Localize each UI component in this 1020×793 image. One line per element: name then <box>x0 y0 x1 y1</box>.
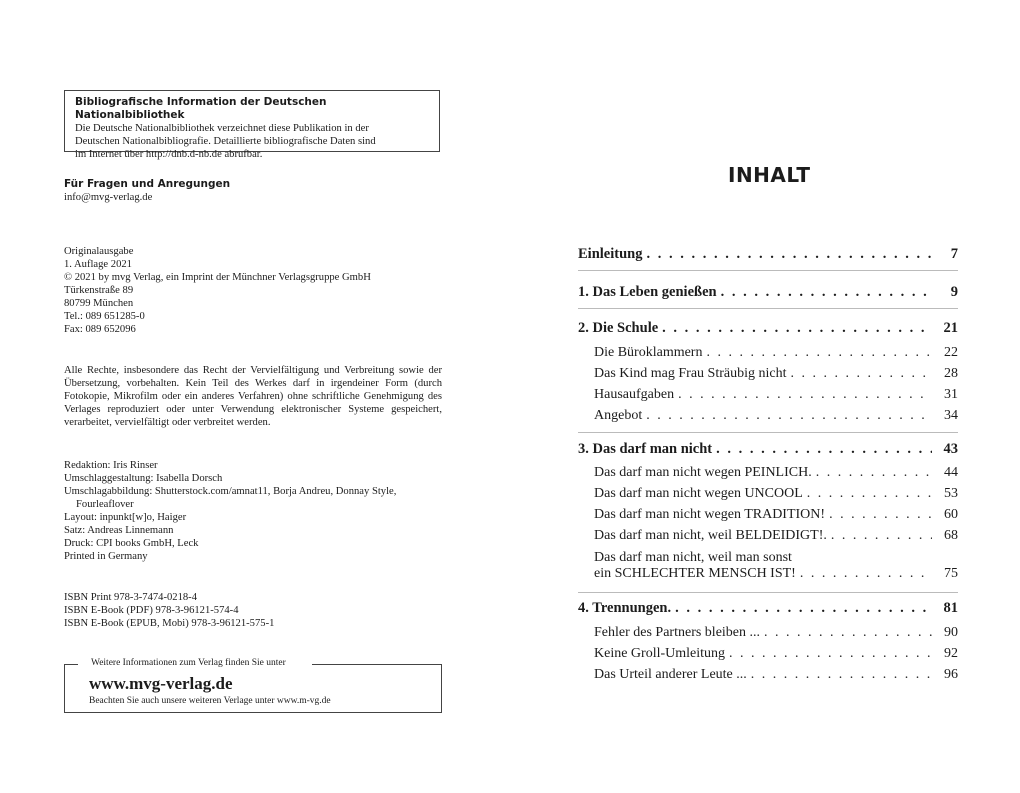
edition-block <box>64 245 371 336</box>
toc-entry[interactable] <box>578 284 958 301</box>
toc-entry[interactable] <box>594 646 958 662</box>
publisher-url-link[interactable]: www.mvg-verlag.de <box>89 674 233 693</box>
credit-line: Printed in Germany <box>64 551 148 562</box>
biblio-line: im Internet über http://dnb.d-nb.de abrufbar. <box>75 149 263 160</box>
credit-line: Umschlagabbildung: Shutterstock.com/amnat11, Borja Andreu, Donnay Style, <box>64 486 397 497</box>
credit-line: Druck: CPI books GmbH, Leck <box>64 538 199 549</box>
toc-title-line2-row <box>594 566 958 582</box>
rights-block <box>64 364 442 429</box>
toc-page: 21 <box>943 320 958 336</box>
toc-leader <box>729 646 932 662</box>
toc-title-line2: ein SCHLECHTER MENSCH IST! <box>594 566 796 581</box>
toc-divider <box>578 592 958 593</box>
isbn-line: ISBN Print 978-3-7474-0218-4 <box>64 592 198 603</box>
toc-page: 43 <box>943 441 958 457</box>
toc-title: Keine Groll-Umleitung <box>594 646 726 661</box>
toc-leader <box>721 284 932 301</box>
toc-entry[interactable] <box>578 441 958 458</box>
toc-title: Das darf man nicht wegen UNCOOL <box>594 486 803 501</box>
box-top-border <box>312 664 442 665</box>
publisher-more: Beachten Sie auch unsere weiteren Verlage unter www.m-vg.de <box>89 696 331 706</box>
toc-page: 68 <box>944 528 958 543</box>
toc-page: 60 <box>944 507 958 522</box>
toc-page: 53 <box>944 486 958 501</box>
toc-title: Das darf man nicht, weil BELDEIDIGT!. <box>594 528 827 543</box>
toc-leader <box>662 320 932 337</box>
toc-entry[interactable] <box>578 600 958 617</box>
toc-title: Hausaufgaben <box>594 387 675 402</box>
edition-line: © 2021 by mvg Verlag, ein Imprint der Münchner Verlagsgruppe GmbH <box>64 272 371 283</box>
toc-title: Das darf man nicht wegen PEINLICH. <box>594 465 812 480</box>
biblio-text <box>75 122 429 161</box>
toc-page: 22 <box>944 345 958 360</box>
toc-title: Die Büroklammern <box>594 345 703 360</box>
toc-entry[interactable] <box>578 246 958 263</box>
toc-entry[interactable] <box>594 625 958 641</box>
toc-title: 3. Das darf man nicht <box>578 441 713 457</box>
toc-entry[interactable] <box>594 528 958 544</box>
toc-leader <box>675 600 932 617</box>
edition-line: 1. Auflage 2021 <box>64 259 132 270</box>
toc-title: Einleitung <box>578 246 643 262</box>
toc-entry[interactable] <box>594 486 958 502</box>
toc-entry[interactable] <box>594 550 958 582</box>
toc-leader <box>751 667 932 683</box>
isbn-line: ISBN E-Book (PDF) 978-3-96121-574-4 <box>64 605 239 616</box>
toc-page: 34 <box>944 408 958 423</box>
toc-divider <box>578 308 958 309</box>
toc-divider <box>578 270 958 271</box>
biblio-line: Die Deutsche Nationalbibliothek verzeichnet diese Publikation in der <box>75 123 369 134</box>
contact-block <box>64 178 230 204</box>
credits-block <box>64 459 396 563</box>
toc-entry[interactable] <box>594 366 958 382</box>
toc-leader <box>678 387 932 403</box>
edition-line: Originalausgabe <box>64 246 134 257</box>
toc-leader <box>800 566 932 582</box>
toc-entry[interactable] <box>594 387 958 403</box>
toc-entry[interactable] <box>594 408 958 424</box>
credit-line: Fourleaflover <box>76 499 134 510</box>
credit-line: Redaktion: Iris Rinser <box>64 460 158 471</box>
toc-page: 7 <box>950 246 958 262</box>
toc-leader <box>706 345 932 361</box>
toc-page: 75 <box>944 566 958 581</box>
toc-entry[interactable] <box>578 320 958 337</box>
toc-entry[interactable] <box>594 667 958 683</box>
toc-title: Das Kind mag Frau Sträubig nicht <box>594 366 787 381</box>
toc-title: 4. Trennungen. <box>578 600 672 616</box>
toc-divider <box>578 432 958 433</box>
toc-title: Das darf man nicht, weil man sonst <box>594 550 792 565</box>
toc-page: 44 <box>944 465 958 480</box>
toc-title: Fehler des Partners bleiben ... <box>594 625 761 640</box>
toc-page: 28 <box>944 366 958 381</box>
toc-leader <box>764 625 932 641</box>
biblio-line: Deutschen Nationalbibliografie. Detaillierte bibliografische Daten sind <box>75 136 376 147</box>
toc-page: 9 <box>950 284 958 300</box>
toc-heading: INHALT <box>728 163 811 187</box>
isbn-line: ISBN E-Book (EPUB, Mobi) 978-3-96121-575-1 <box>64 618 275 629</box>
toc-title: Das Urteil anderer Leute ... <box>594 667 747 682</box>
contact-email[interactable]: info@mvg-verlag.de <box>64 192 153 203</box>
edition-line: 80799 München <box>64 298 134 309</box>
toc-title: 2. Die Schule <box>578 320 659 336</box>
toc-title: Angebot <box>594 408 643 423</box>
toc-leader <box>816 465 932 481</box>
publisher-box <box>64 658 442 713</box>
toc-page: 31 <box>944 387 958 402</box>
toc-page: 90 <box>944 625 958 640</box>
edition-line: Tel.: 089 651285-0 <box>64 311 145 322</box>
isbn-block <box>64 591 274 630</box>
toc-page: 96 <box>944 667 958 682</box>
toc-entry[interactable] <box>594 507 958 523</box>
toc-leader <box>646 408 932 424</box>
toc-leader <box>831 528 932 544</box>
toc-leader <box>829 507 932 523</box>
credit-line: Satz: Andreas Linnemann <box>64 525 174 536</box>
publisher-info: Weitere Informationen zum Verlag finden Sie unter <box>91 658 286 668</box>
toc-leader <box>716 441 932 458</box>
toc-page: 81 <box>943 600 958 616</box>
box-top-border <box>64 664 78 665</box>
biblio-title: Bibliografische Information der Deutschen Nationalbibliothek <box>75 96 327 121</box>
toc-leader <box>807 486 932 502</box>
toc-leader <box>790 366 932 382</box>
toc-leader <box>646 246 932 263</box>
rights-text: Alle Rechte, insbesondere das Recht der Vervielfältigung und Verbreitung sowie der Übersetzung, vorbehalten. Kein Teil des Werkes darf in irgendeiner Form (durch Fotokopie, Mikrofilm oder ein anderes Verfahren) ohne schriftliche Genehmigung des Verlages reproduziert oder unter Verwendung elektronischer Systeme gespeichert, verarbeitet, vervielfältigt oder verbreitet werden. <box>64 365 442 428</box>
toc-title: 1. Das Leben genießen <box>578 284 717 300</box>
contact-title: Für Fragen und Anregungen <box>64 178 231 190</box>
biblio-info-box <box>64 90 440 160</box>
edition-line: Fax: 089 652096 <box>64 324 136 335</box>
toc-page: 92 <box>944 646 958 661</box>
edition-line: Türkenstraße 89 <box>64 285 134 296</box>
toc-entry[interactable] <box>594 345 958 361</box>
credit-line: Umschlaggestaltung: Isabella Dorsch <box>64 473 223 484</box>
toc-entry[interactable] <box>594 465 958 481</box>
toc-title: Das darf man nicht wegen TRADITION! <box>594 507 826 522</box>
credit-line: Layout: inpunkt[w]o, Haiger <box>64 512 187 523</box>
